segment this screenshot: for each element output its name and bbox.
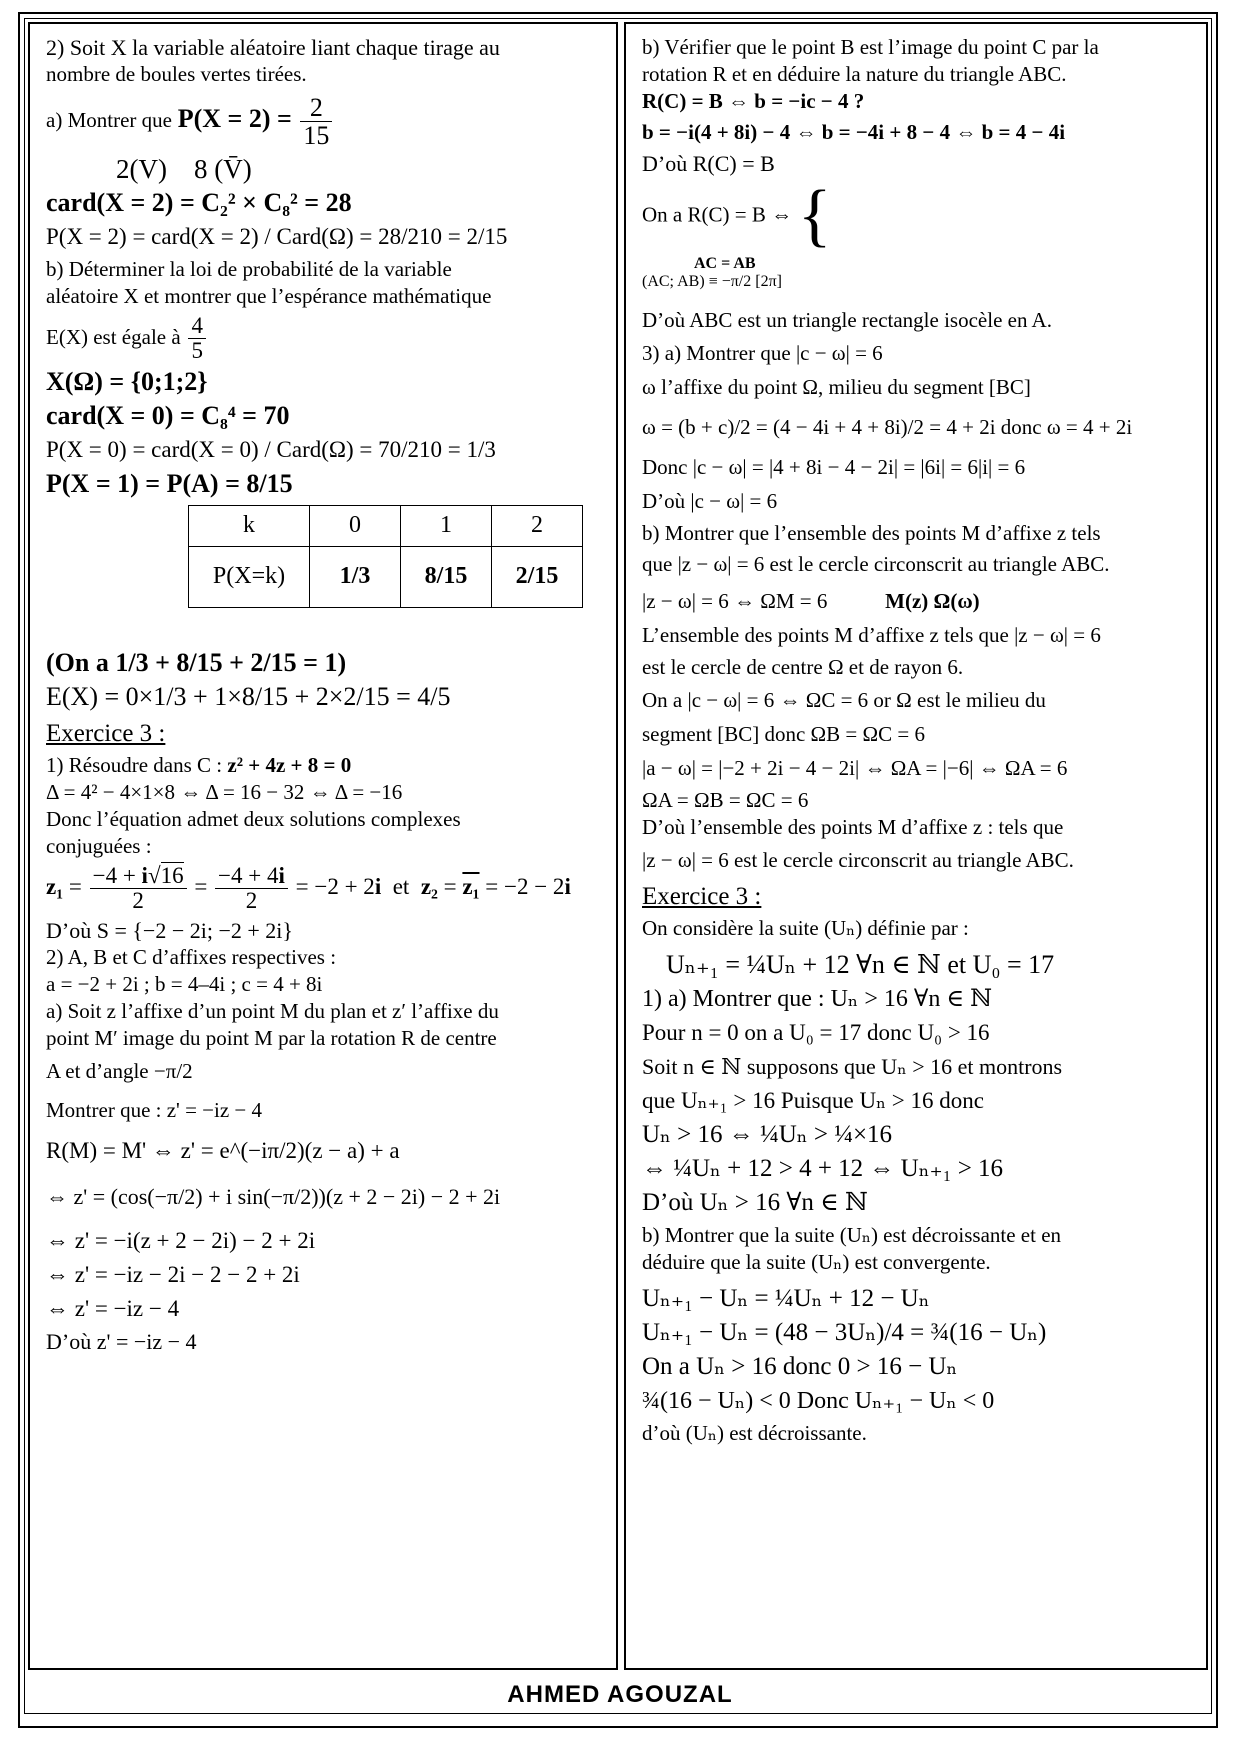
- right-column: b) Vérifier que le point B est l’image du point C par la rotation R et en déduire la nature du triangle ABC. R(C) = B ⇔ b = −ic − 4 ? b = −i(4 + 8i) − 4 ⇔ b = −4i + 8 − 4 ⇔ b = 4 − 4i D’où R(C) = B On a R(C) = B ⇔ { AC = AB (AC; AB) ≡ −π/2 [2π] D’où ABC est un triangle rectangle isocèle en A. 3) a) Montrer que |c − ω| = 6 ω l’affixe du point Ω, milieu du segment [BC] ω = (b + c)/2 = (4 − 4i + 4 + 8i)/2 = 4 + 2i donc ω = 4 + 2i Donc |c − ω| = |4 + 8i − 4 − 2i| = |6i| = 6|i| = 6 D’où |c − ω| = 6 b) Montrer que l’ensemble des points M d’affixe z tels que |z − ω| = 6 est le cercle circonscrit au triangle ABC. |z − ω| = 6 ⇔ ΩM = 6 M(z) Ω(ω) L’ensemble des points M d’affixe z tels que |z − ω| = 6 est le cercle de centre Ω et de rayon 6. On a |c − ω| = 6 ⇔ ΩC = 6 or Ω est le milieu du segment [BC] donc ΩB = ΩC = 6 |a − ω| = |−2 + 2i − 4 − 2i| ⇔ ΩA = |−6| ⇔ ΩA = 6 ΩA = ΩB = ΩC = 6 D’où l’ensemble des points M d’affixe z : tels que |z − ω| = 6 est le cercle circonscrit au triangle ABC. Exercice 3 : On considère la suite (Uₙ) définie par : Uₙ₊₁ = ¼Uₙ + 12 ∀n ∈ ℕ et U₀ = 17 1) a) Montrer que : Uₙ > 16 ∀n ∈ ℕ Pour n = 0 on a U₀ = 17 donc U₀ > 16 Soit n ∈ ℕ supposons que Uₙ > 16 et montrons que Uₙ₊₁ > 16 Puisque Uₙ > 16 donc Uₙ > 16 ⇔ ¼Uₙ > ¼×16 ⇔ ¼Uₙ + 12 > 4 + 12 ⇔ Uₙ₊₁ > 16 D’où Uₙ > 16 ∀n ∈ ℕ b) Montrer que la suite (Uₙ) est décroissante et en déduire que la suite (Uₙ) est convergente. Uₙ₊₁ − Uₙ = ¼Uₙ + 12 − Uₙ Uₙ₊₁ − Uₙ = (48 − 3Uₙ)/4 = ¾(16 − Uₙ) On a Uₙ > 16 donc 0 > 16 − Uₙ ¾(16 − Uₙ) < 0 Donc Uₙ₊₁ − Uₙ < 0 d’où (Uₙ) est décroissante.: [624, 22, 1208, 1670]
- solution-set: D’où S = {−2 − 2i; −2 + 2i}: [46, 918, 293, 944]
- expectation-result: E(X) = 0×1/3 + 1×8/15 + 2×2/15 = 4/5: [46, 681, 451, 711]
- question-3a: 3) a) Montrer que |c − ω| = 6: [642, 341, 883, 365]
- left-line: 1) Résoudre dans C : z² + 4z + 8 = 0: [46, 752, 352, 777]
- exercise-3-title: Exercice 3 :: [46, 719, 166, 747]
- rotation-step-4: ⇔ z' = −iz − 4: [46, 1296, 180, 1322]
- induction-calc-2: ⇔ ¼Uₙ + 12 > 4 + 12 ⇔ Uₙ₊₁ > 16: [642, 1155, 1004, 1182]
- p-x1: P(X = 1) = P(A) = 8/15: [46, 468, 293, 498]
- sign-conclusion: ¾(16 − Uₙ) < 0 Donc Uₙ₊₁ − Uₙ < 0: [642, 1388, 995, 1414]
- left-line: Donc l’équation admet deux solutions complexes: [46, 806, 461, 831]
- roots-line: z₁ = $\frac{-4 + i√16}{2}$ = $\frac{-4 + 4i}{2}$ = −2 + 2i et z₂ = z₁ = −2 − 2i: [46, 862, 571, 914]
- table-cell: 2: [492, 505, 583, 546]
- question-2a: a) Montrer que P(X = 2) = $\frac{2}{15}$: [46, 94, 602, 150]
- table-row: [189, 505, 583, 546]
- right-line: b) Montrer que l’ensemble des points M d’affixe z tels: [642, 521, 1101, 545]
- right-line: On considère la suite (Uₙ) définie par :: [642, 916, 969, 940]
- rotation-check: R(C) = B ⇔ b = −ic − 4 ?: [642, 89, 865, 113]
- induction-hypothesis: Soit n ∈ ℕ supposons que Uₙ > 16 et montrons: [642, 1054, 1063, 1079]
- right-line: b) Vérifier que le point B est l’image du point C par la: [642, 35, 1099, 59]
- difference-2: Uₙ₊₁ − Uₙ = (48 − 3Uₙ)/4 = ¾(16 − Uₙ): [642, 1319, 1047, 1346]
- table-row: [189, 546, 583, 607]
- sum-check: (On a 1/3 + 8/15 + 2/15 = 1): [46, 647, 347, 677]
- show-that-line: Montrer que : z' = −iz − 4: [46, 1098, 263, 1123]
- right-line: segment [BC] donc ΩB = ΩC = 6: [642, 722, 925, 746]
- rotation-line: R(M) = M' ⇔ z' = e^(−iπ/2)(z − a) + a: [46, 1138, 400, 1164]
- omega-definition: ω l’affixe du point Ω, milieu du segment [BC]: [642, 375, 1031, 399]
- table-cell: 1: [401, 505, 492, 546]
- table-cell: 2/15: [492, 546, 583, 607]
- probability-law-table: [188, 505, 583, 608]
- right-line: L’ensemble des points M d’affixe z tels que |z − ω| = 6: [642, 623, 1101, 647]
- table-row-label: P(X=k): [189, 546, 310, 607]
- p-x0-formula: P(X = 0) = card(X = 0) / Card(Ω) = 70/210 = 1/3: [46, 436, 496, 462]
- balls-line: 2(V) 8 (V̄): [116, 153, 252, 184]
- right-line: D’où R(C) = B: [642, 151, 775, 176]
- induction-step: que Uₙ₊₁ > 16 Puisque Uₙ > 16 donc: [642, 1088, 984, 1113]
- right-line: déduire que la suite (Uₙ) est convergente.: [642, 1250, 991, 1274]
- exercise-3-title-right: Exercice 3 :: [642, 883, 762, 910]
- table-cell: 0: [310, 505, 401, 546]
- table-cell: 8/15: [401, 546, 492, 607]
- table-header-k: k: [189, 505, 310, 546]
- left-line: conjuguées :: [46, 833, 152, 858]
- p-x2-formula: P(X = 2) = card(X = 2) / Card(Ω) = 28/210 = 2/15: [46, 223, 508, 249]
- left-line: a) Soit z l’affixe d’un point M du plan et z′ l’affixe du: [46, 999, 499, 1024]
- rotation-compute: b = −i(4 + 8i) − 4 ⇔ b = −4i + 8 − 4 ⇔ b = 4 − 4i: [642, 120, 1066, 144]
- x-omega: X(Ω) = {0;1;2}: [46, 366, 208, 396]
- modulus-result: D’où |c − ω| = 6: [642, 489, 778, 513]
- fraction-4-5: $\frac{4}{5}$: [188, 314, 206, 363]
- card-x0: card(X = 0) = C₈⁴ = 70: [46, 400, 290, 430]
- sequence-definition: Uₙ₊₁ = ¼Uₙ + 12 ∀n ∈ ℕ et U₀ = 17: [666, 950, 1055, 979]
- right-line: rotation R et en déduire la nature du triangle ABC.: [642, 62, 1067, 86]
- right-line: |z − ω| = 6 est le cercle circonscrit au triangle ABC.: [642, 848, 1074, 872]
- right-line: b) Montrer que la suite (Uₙ) est décroissante et en: [642, 1223, 1062, 1247]
- rotation-step-3: ⇔ z' = −iz − 2i − 2 − 2 + 2i: [46, 1262, 300, 1288]
- omega-compute: ω = (b + c)/2 = (4 − 4i + 4 + 8i)/2 = 4 + 2i donc ω = 4 + 2i: [642, 415, 1133, 439]
- left-column: [28, 22, 618, 1670]
- right-line: que |z − ω| = 6 est le cercle circonscrit au triangle ABC.: [642, 552, 1110, 576]
- angle-line: A et d’angle −π/2: [46, 1059, 193, 1084]
- circle-equivalence: |z − ω| = 6 ⇔ ΩM = 6 M(z) Ω(ω): [642, 589, 980, 613]
- left-line: nombre de boules vertes tirées.: [46, 62, 307, 86]
- induction-conclusion: D’où Uₙ > 16 ∀n ∈ ℕ: [642, 1189, 868, 1216]
- induction-calc-1: Uₙ > 16 ⇔ ¼Uₙ > ¼×16: [642, 1121, 893, 1148]
- expectation-question: E(X) est égale à $\frac{4}{5}$: [46, 314, 602, 363]
- rotation-step-1: ⇔ z' = (cos(−π/2) + i sin(−π/2))(z + 2 − 2i) − 2 + 2i: [46, 1184, 501, 1210]
- difference-1: Uₙ₊₁ − Uₙ = ¼Uₙ + 12 − Uₙ: [642, 1285, 930, 1312]
- rotation-conclusion: D’où z' = −iz − 4: [46, 1329, 197, 1355]
- right-line: On a |c − ω| = 6 ⇔ ΩC = 6 or Ω est le milieu du: [642, 688, 1046, 712]
- base-case: Pour n = 0 on a U₀ = 17 donc U₀ > 16: [642, 1020, 990, 1045]
- right-line: D’où ABC est un triangle rectangle isocèle en A.: [642, 308, 1052, 332]
- fraction-2-15: $\frac{2}{15}$: [300, 94, 332, 150]
- card-x2: card(X = 2) = C₂² × C₈² = 28: [46, 187, 352, 217]
- decreasing-conclusion: d’où (Uₙ) est décroissante.: [642, 1421, 867, 1445]
- modulus-compute: Donc |c − ω| = |4 + 8i − 4 − 2i| = |6i| = 6|i| = 6: [642, 455, 1026, 479]
- a-omega-compute: |a − ω| = |−2 + 2i − 4 − 2i| ⇔ ΩA = |−6| ⇔ ΩA = 6: [642, 756, 1068, 780]
- left-line: aléatoire X et montrer que l’espérance mathématique: [46, 283, 492, 308]
- left-line: b) Déterminer la loi de probabilité de la variable: [46, 256, 452, 281]
- rotation-step-2: ⇔ z' = −i(z + 2 − 2i) − 2 + 2i: [46, 1228, 316, 1254]
- left-line: 2) Soit X la variable aléatoire liant chaque tirage au: [46, 35, 500, 60]
- delta-line: Δ = 4² − 4×1×8 ⇔ Δ = 16 − 32 ⇔ Δ = −16: [46, 779, 403, 804]
- table-cell: 1/3: [310, 546, 401, 607]
- right-line: D’où l’ensemble des points M d’affixe z : tels que: [642, 815, 1064, 839]
- author-footer: AHMED AGOUZAL: [507, 1681, 733, 1708]
- sign-line: On a Uₙ > 16 donc 0 > 16 − Uₙ: [642, 1353, 958, 1380]
- affixes-line: a = −2 + 2i ; b = 4–4i ; c = 4 + 8i: [46, 972, 323, 997]
- triangle-system: On a R(C) = B ⇔ {: [642, 177, 832, 254]
- equal-distances: ΩA = ΩB = ΩC = 6: [642, 788, 809, 812]
- question-1a: 1) a) Montrer que : Uₙ > 16 ∀n ∈ ℕ: [642, 986, 993, 1012]
- left-line: 2) A, B et C d’affixes respectives :: [46, 945, 337, 970]
- left-line: point M′ image du point M par la rotation R de centre: [46, 1026, 497, 1051]
- right-line: est le cercle de centre Ω et de rayon 6.: [642, 655, 964, 679]
